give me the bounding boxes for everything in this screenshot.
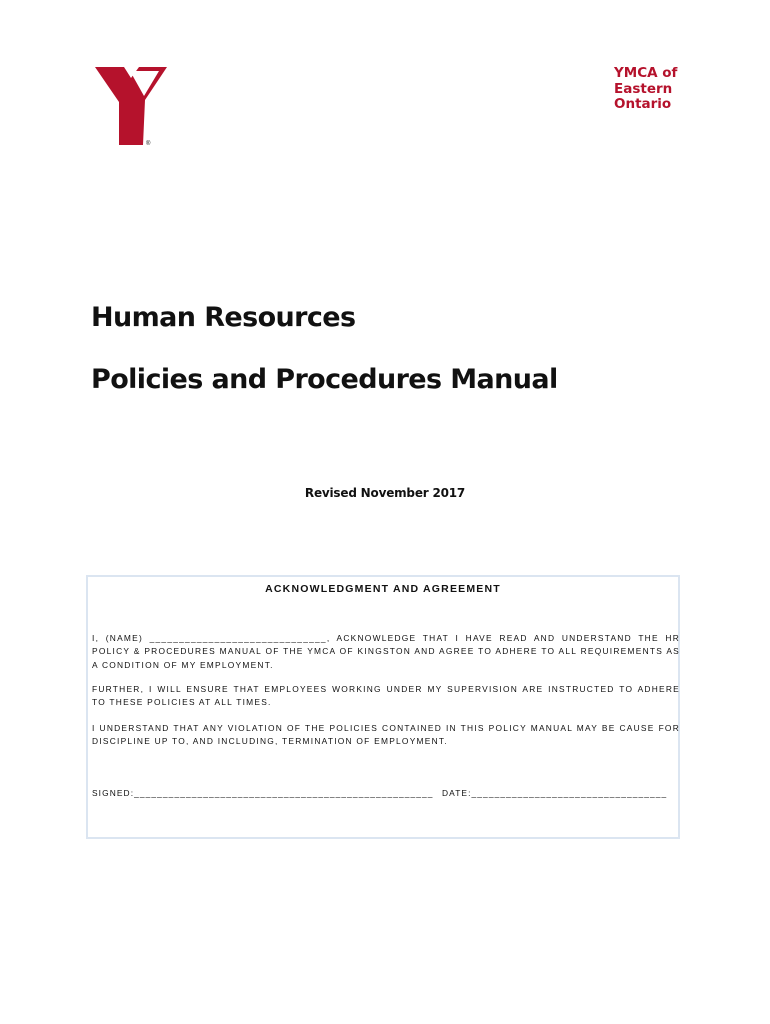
date-line: DATE:__________________________________ — [442, 788, 668, 798]
org-name-line: YMCA of — [614, 65, 678, 81]
signed-line: SIGNED:____________________________________________________ — [92, 788, 434, 798]
ymca-y-logo-icon — [95, 67, 169, 147]
signature-row — [92, 788, 680, 798]
document-title-line-2: Policies and Procedures Manual — [91, 364, 558, 395]
acknowledgment-box — [86, 575, 680, 839]
revision-date: Revised November 2017 — [304, 486, 466, 500]
acknowledgment-paragraph-1: I, (NAME) ______________________________, ACKNOWLEDGE THAT I HAVE READ AND UNDERSTAND THE HR POLICY & PROCEDURES MANUAL OF THE YMCA OF KINGSTON AND AGREE TO ADHERE TO ALL REQUIREMENTS AS A CONDITION OF MY EMPLOYMENT. — [92, 633, 680, 670]
org-name-line: Eastern — [614, 80, 673, 97]
org-name-line: Ontario — [614, 96, 672, 112]
acknowledgment-paragraph-2: FURTHER, I WILL ENSURE THAT EMPLOYEES WORKING UNDER MY SUPERVISION ARE INSTRUCTED TO ADHERE TO THESE POLICIES AT ALL TIMES. — [92, 684, 680, 708]
acknowledgment-paragraph-3: I UNDERSTAND THAT ANY VIOLATION OF THE POLICIES CONTAINED IN THIS POLICY MANUAL MAY BE CAUSE FOR DISCIPLINE UP TO, AND INCLUDING, TERMINATION OF EMPLOYMENT. — [92, 723, 680, 747]
acknowledgment-heading: ACKNOWLEDGMENT AND AGREEMENT — [265, 583, 501, 595]
registered-mark: ® — [146, 141, 151, 147]
document-title-line-1: Human Resources — [91, 302, 356, 333]
organization-name — [614, 66, 677, 113]
